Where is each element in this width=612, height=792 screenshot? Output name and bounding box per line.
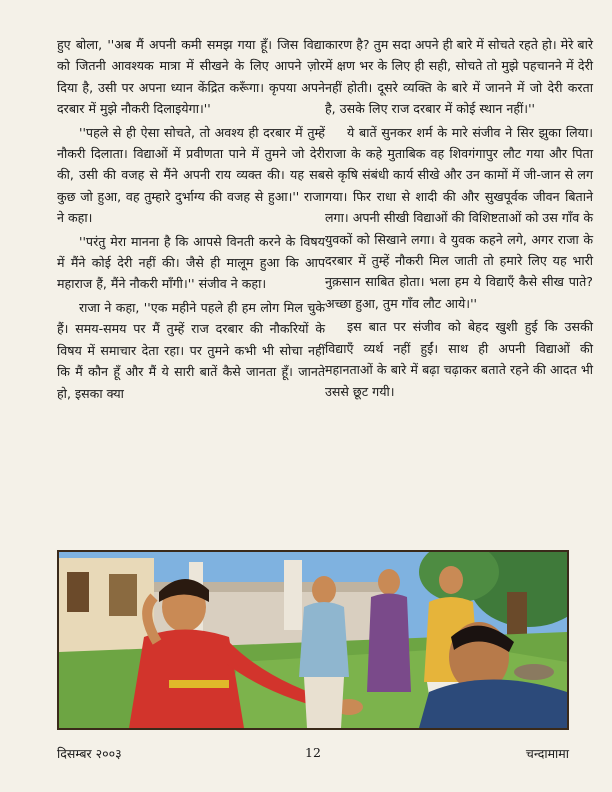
story-illustration xyxy=(57,550,569,730)
issue-date: दिसम्बर २००३ xyxy=(57,746,122,761)
page-number: 12 xyxy=(305,745,321,760)
magazine-name: चन्दामामा xyxy=(525,746,569,761)
paragraph: ये बातें सुनकर शर्म के मारे संजीव ने सिर झुका लिया। राजा के कहे मुताबिक वह शिवगंगापुर लौट गया और पिता से कृषि संबंधी कार्य सीखे और उन कामों में जी-जान से लग गया। फिर राधा से शादी की और सुखपूर्वक जीवन बिताने लगा। अपनी सीखी विद्याओं की विशिष्टताओं को उस गाँव के युवकों को सिखाने लगा। वे युवक कहने लगे, अगर राजा के दरबार में तुम्हें नौकरी मिल जाती तो हमारे लिए यह भारी नुक़सान साबित होता। भला हम ये विद्याएँ कैसे सीख पाते? अच्छा हुआ, तुम गाँव लौट आये।'' xyxy=(325,124,593,311)
illustration-graphic xyxy=(59,552,567,728)
left-text-column xyxy=(57,34,325,404)
paragraph: ''पहले से ही ऐसा सोचते, तो अवश्य ही दरबार में तुम्हें नौकरी दिलाता। विद्याओं में प्रवीणता पाने में तुमने जो देरी की, उसी की वजह से मैंने अपनी राय व्यक्त की। यह सब कुछ जो हुआ, वह तुम्हारे दुर्भाग्य की वजह से हुआ।'' राजा ने कहा। xyxy=(57,124,325,226)
paragraph: इस बात पर संजीव को बेहद खुशी हुई कि उसकी विद्याएँ व्यर्थ नहीं हुईं। साथ ही अपनी विद्याओं की महानताओं के बारे में बढ़ा चढ़ाकर बताते रहने की आदत भी उससे छूट गयी। xyxy=(325,319,593,399)
right-text-column xyxy=(325,34,593,402)
paragraph: राजा ने कहा, ''एक महीने पहले ही हम लोग मिल चुके हैं। समय-समय पर मैं तुम्हें राज दरबार की नौकरियों के विषय में समाचार देता रहा। पर तुमने कभी भी सोचा नहीं कि मैं कौन हूँ और मैं ये सारी बातें कैसे जानता हूँ। जानते हो, इसका क्या xyxy=(57,299,325,401)
paragraph: हुए बोला, ''अब मैं अपनी कमी समझ गया हूँ। जिस विद्या को जितनी आवश्यक मात्रा में सीखने के लिए आपने ज़ोर दिया है, उसी पर अपना ध्यान केंद्रित करूँगा। कृपया अपने दरबार में मुझे नौकरी दिलाइयेगा।'' xyxy=(57,37,325,117)
paragraph: कारण है? तुम सदा अपने ही बारे में सोचते रहते हो। मेरे बारे में क्षण भर के लिए ही सही, सोचते तो मुझे पहचानने में देरी नहीं होती। दूसरे व्यक्ति के बारे में जानने में जो देरी करता है, उसके लिए राज दरबार में कोई स्थान नहीं।'' xyxy=(325,37,593,117)
page-footer xyxy=(57,745,569,765)
paragraph: ''परंतु मेरा मानना है कि आपसे विनती करने के विषय में मैंने कोई देरी नहीं की। जैसे ही मालूम हुआ कि आप महाराज हैं, मैंने नौकरी माँगी।'' संजीव ने कहा। xyxy=(57,233,325,292)
